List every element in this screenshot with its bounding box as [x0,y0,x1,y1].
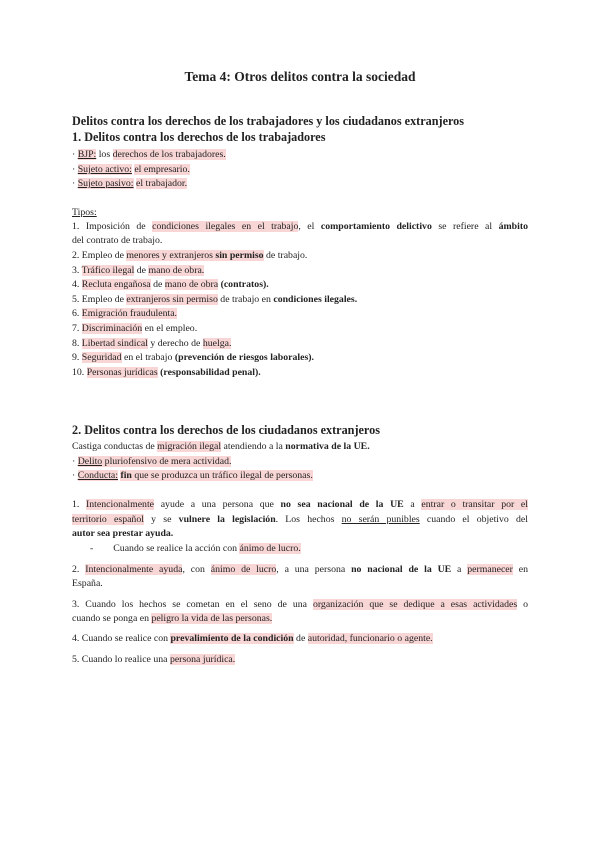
tipo-2-line: 2. Empleo de menores y extranjeros sin permiso de trabajo. [72,250,308,261]
bjp-line: · BJP: los derechos de los trabajadores. [72,149,226,160]
punto-2-line-1: 2. Intencionalmente ayuda, con ánimo de lucro, a una persona no nacional de la UE a permanecer en [72,564,528,575]
section-2-intro: Castiga conductas de migración ilegal atendiendo a la normativa de la UE. [72,441,370,452]
sujeto-activo-line: · Sujeto activo: el empresario. [72,164,190,175]
punto-1-line-2: territorio español y se vulnere la legislación. Los hechos no serán punibles cuando el objetivo del [72,514,528,525]
document-title: Tema 4: Otros delitos contra la sociedad [184,69,416,84]
punto-4-line: 4. Cuando se realice con prevalimiento de la condición de autoridad, funcionario o agente. [72,633,433,644]
punto-3-line-1: 3. Cuando los hechos se cometan en el seno de una organización que se dedique a esas actividades o [72,599,528,610]
tipo-7-line: 7. Discriminación en el empleo. [72,323,198,334]
delito-line: · Delito pluriofensivo de mera actividad. [72,456,232,467]
tipo-1-line-2: del contrato de trabajo. [72,235,163,246]
punto-5-line: 5. Cuando lo realice una persona jurídica. [72,654,236,665]
punto-2-line-2: España. [72,578,103,589]
punto-1-line-1: 1. Intencionalmente ayude a una persona que no sea nacional de la UE a entrar o transitar por el [72,499,529,510]
tipo-1-line: 1. Imposición de condiciones ilegales en el trabajo, el comportamiento delictivo se refiere al ámbito [72,221,528,232]
tipo-3-line: 3. Tráfico ilegal de mano de obra. [72,265,205,276]
section-2-heading: 2. Delitos contra los derechos de los ciudadanos extranjeros [72,423,380,437]
tipo-8-line: 8. Libertad sindical y derecho de huelga. [72,338,232,349]
punto-3-line-2: cuando se ponga en peligro la vida de las personas. [72,613,273,624]
tipo-4-line: 4. Recluta engañosa de mano de obra (contratos). [72,279,269,290]
tipo-10-line: 10. Personas jurídicas (responsabilidad penal). [72,367,261,378]
section-1-heading: 1. Delitos contra los derechos de los trabajadores [72,130,326,144]
tipo-9-line: 9. Seguridad en el trabajo (prevención de riesgos laborales). [72,352,314,363]
bullet-line: - Cuando se realice la acción con ánimo de lucro. [90,543,301,554]
main-heading: Delitos contra los derechos de los trabajadores y los ciudadanos extranjeros [72,114,465,128]
tipo-6-line: 6. Emigración fraudulenta. [72,308,178,319]
tipo-5-line: 5. Empleo de extranjeros sin permiso de trabajo en condiciones ilegales. [72,294,358,305]
conducta-line: · Conducta: fin que se produzca un tráfico ilegal de personas. [72,470,313,481]
sujeto-pasivo-line: · Sujeto pasivo: el trabajador. [72,178,188,189]
punto-1-line-3: autor sea prestar ayuda. [72,528,174,539]
tipos-label: Tipos: [72,207,97,218]
